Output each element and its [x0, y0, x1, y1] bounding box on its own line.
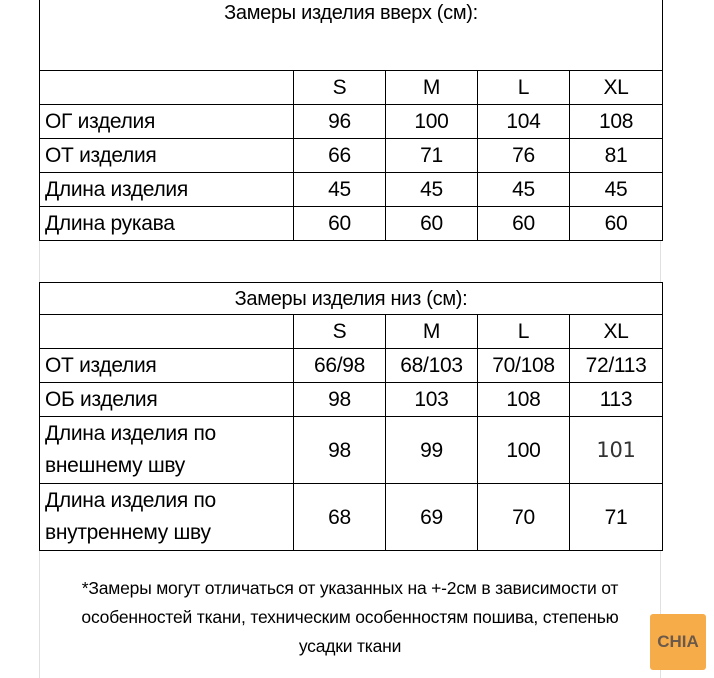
cell-value: 96: [294, 105, 386, 139]
cell-value: 72/113: [570, 349, 663, 383]
table-row: [40, 207, 663, 241]
cell-value: 99: [386, 417, 478, 484]
cell-value: 98: [294, 383, 386, 417]
column-header-s: S: [294, 315, 386, 349]
cell-value: 108: [570, 105, 663, 139]
disclaimer-line: особенностей ткани, техническим особенностям пошива, степенью: [81, 607, 619, 627]
cell-value: 45: [294, 173, 386, 207]
cell-value: 69: [386, 484, 478, 551]
cell-value: 45: [570, 173, 663, 207]
cell-value: 66/98: [294, 349, 386, 383]
column-header-l: L: [478, 315, 570, 349]
cell-value: 60: [570, 207, 663, 241]
cell-value: 66: [294, 139, 386, 173]
cell-value: 101: [570, 417, 663, 484]
table-row: [40, 417, 663, 484]
cell-value: 71: [570, 484, 663, 551]
measurement-disclaimer: [40, 574, 660, 661]
cell-value: 71: [386, 139, 478, 173]
column-header: [40, 315, 294, 349]
cell-value: 60: [478, 207, 570, 241]
cell-value: 70/108: [478, 349, 570, 383]
table-row: [40, 383, 663, 417]
disclaimer-line: усадки ткани: [298, 636, 402, 656]
table-row: [40, 105, 663, 139]
cell-value: 98: [294, 417, 386, 484]
column-header-l: L: [478, 71, 570, 105]
cell-value: 68: [294, 484, 386, 551]
column-header-xl: XL: [570, 315, 663, 349]
row-label: Длина изделия: [40, 173, 294, 207]
row-label: Длина изделия по внешнему шву: [40, 417, 294, 484]
bottom-measurements-table: [39, 282, 663, 551]
cell-value: 100: [386, 105, 478, 139]
cell-value: 68/103: [386, 349, 478, 383]
cell-value: 60: [386, 207, 478, 241]
cell-value: 76: [478, 139, 570, 173]
table-title: Замеры изделия вверх (см):: [40, 0, 663, 71]
column-header-xl: XL: [570, 71, 663, 105]
cell-value: 45: [478, 173, 570, 207]
table-row: [40, 173, 663, 207]
column-header: [40, 71, 294, 105]
cell-value: 81: [570, 139, 663, 173]
column-header-s: S: [294, 71, 386, 105]
cell-value: 100: [478, 417, 570, 484]
badge-label: CHIA: [657, 632, 699, 651]
cell-value: 45: [386, 173, 478, 207]
row-label: ОТ изделия: [40, 139, 294, 173]
row-label: ОТ изделия: [40, 349, 294, 383]
top-measurements-table: [39, 0, 663, 241]
table-row: [40, 484, 663, 551]
chia-badge[interactable]: [650, 614, 706, 670]
column-header-m: M: [386, 315, 478, 349]
row-label: Длина изделия по внутреннему шву: [40, 484, 294, 551]
disclaimer-line: *Замеры могут отличаться от указанных на +-2см в зависимости от: [81, 578, 619, 598]
row-label: ОБ изделия: [40, 383, 294, 417]
row-label: Длина рукава: [40, 207, 294, 241]
row-label: ОГ изделия: [40, 105, 294, 139]
table-title: Замеры изделия низ (см):: [40, 283, 663, 315]
cell-value: 70: [478, 484, 570, 551]
cell-value: 104: [478, 105, 570, 139]
cell-value: 60: [294, 207, 386, 241]
cell-value: 108: [478, 383, 570, 417]
table-header-row: [40, 315, 663, 349]
cell-value: 113: [570, 383, 663, 417]
cell-value: 103: [386, 383, 478, 417]
column-header-m: M: [386, 71, 478, 105]
table-header-row: [40, 71, 663, 105]
table-row: [40, 139, 663, 173]
table-row: [40, 349, 663, 383]
